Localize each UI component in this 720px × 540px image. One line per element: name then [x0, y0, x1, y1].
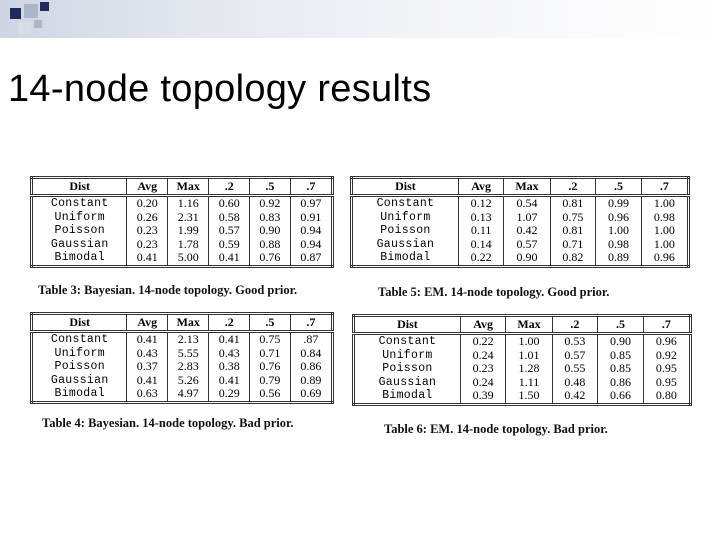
table-cell: Uniform: [54, 346, 105, 360]
column-header: Avg: [460, 316, 506, 334]
column-header: Avg: [127, 178, 168, 196]
table-cell: 0.85: [609, 361, 631, 376]
decor-square: [40, 2, 49, 11]
table-cell: Constant: [378, 335, 437, 348]
table-cell: 5.55: [177, 345, 199, 360]
table-cell: 0.22: [472, 334, 494, 348]
results-table-4: [30, 312, 334, 404]
table-cell: 0.76: [259, 250, 281, 265]
dist-column: [32, 196, 127, 267]
table-cell: 0.83: [259, 209, 281, 224]
table-header-row: [32, 314, 333, 332]
table-cell: 0.89: [300, 372, 322, 387]
table-cell: 0.29: [218, 386, 240, 401]
table-cell: 0.69: [300, 386, 322, 401]
max-column: [504, 196, 550, 267]
table-cell: 0.59: [218, 236, 240, 251]
table-header-row: [354, 316, 691, 334]
table-cell: 1.01: [518, 347, 540, 362]
table-body-row: [354, 334, 691, 405]
table-cell: 0.95: [655, 374, 677, 389]
table-cell: 0.38: [218, 359, 240, 374]
dist-column: [354, 334, 461, 405]
column-header: .2: [209, 314, 250, 332]
avg-column: [460, 334, 506, 405]
table-cell: 1.78: [177, 236, 199, 251]
results-table: [352, 314, 692, 406]
table-cell: 0.75: [259, 332, 281, 346]
p2-column: [209, 332, 250, 403]
results-table-6: [352, 314, 692, 406]
column-header: .7: [641, 178, 688, 196]
table-cell: 0.43: [136, 345, 158, 360]
table-cell: Gaussian: [50, 237, 109, 251]
table-cell: 0.97: [300, 196, 322, 210]
table-cell: 0.12: [470, 196, 492, 210]
table-cell: 0.79: [259, 372, 281, 387]
table-cell: 0.90: [259, 223, 281, 238]
table-cell: 1.00: [653, 196, 675, 210]
table-cell: 0.81: [562, 223, 584, 238]
results-table: [30, 312, 334, 404]
table-cell: 0.41: [136, 332, 158, 346]
table-cell: Gaussian: [50, 373, 109, 387]
table-cell: 0.42: [516, 223, 538, 238]
avg-column: [127, 332, 168, 403]
p5-column: [250, 196, 291, 267]
table-cell: Gaussian: [376, 237, 435, 251]
results-table: [350, 176, 690, 268]
table-cell: 0.71: [562, 236, 584, 251]
column-header: Dist: [354, 316, 461, 334]
table-cell: 0.94: [300, 236, 322, 251]
table-cell: 0.53: [564, 334, 586, 348]
table-cell: 0.98: [653, 209, 675, 224]
column-header: .7: [643, 316, 690, 334]
table-cell: 0.98: [607, 236, 629, 251]
table-cell: Constant: [50, 197, 109, 210]
table-cell: Poisson: [382, 362, 433, 376]
table-cell: 0.91: [300, 209, 322, 224]
table-cell: 0.20: [136, 196, 158, 210]
table-cell: Bimodal: [54, 387, 105, 401]
table-cell: Bimodal: [380, 251, 431, 265]
table-cell: 1.99: [177, 223, 199, 238]
table-cell: 0.66: [609, 388, 631, 403]
table-cell: .87: [303, 332, 319, 346]
column-header: Avg: [458, 178, 504, 196]
table-cell: 0.54: [516, 196, 538, 210]
column-header: .2: [209, 178, 250, 196]
table-cell: 0.43: [218, 345, 240, 360]
table-cell: 0.96: [653, 250, 675, 265]
column-header: .5: [596, 178, 642, 196]
table-caption: Table 6: EM. 14-node topology. Bad prior.: [384, 422, 608, 436]
table-cell: Bimodal: [382, 389, 433, 403]
table-caption: Table 3: Bayesian. 14-node topology. Good prior.: [38, 283, 298, 297]
p5-column: [250, 332, 291, 403]
column-header: Dist: [32, 314, 127, 332]
table-cell: 0.89: [607, 250, 629, 265]
table-cell: 0.86: [300, 359, 322, 374]
p7-column: [290, 332, 332, 403]
table-cell: 0.14: [470, 236, 492, 251]
max-column: [168, 196, 209, 267]
table-cell: 0.41: [136, 250, 158, 265]
table-cell: 0.86: [609, 374, 631, 389]
table-cell: 0.56: [259, 386, 281, 401]
table-cell: 1.07: [516, 209, 538, 224]
decor-square: [18, 22, 30, 34]
table-cell: 0.60: [218, 196, 240, 210]
table-cell: 1.00: [653, 223, 675, 238]
table-cell: 1.11: [518, 374, 540, 389]
table-header-row: [32, 178, 333, 196]
decor-square: [10, 8, 21, 19]
results-table-3: [30, 176, 334, 268]
decor-square: [34, 20, 42, 28]
max-column: [506, 334, 552, 405]
table-cell: 1.00: [607, 223, 629, 238]
table-cell: 0.90: [609, 334, 631, 348]
table-cell: 0.37: [136, 359, 158, 374]
column-header: Max: [506, 316, 552, 334]
table-cell: 4.97: [177, 386, 199, 401]
table-cell: Poisson: [54, 224, 105, 238]
table-cell: 0.76: [259, 359, 281, 374]
table-cell: Uniform: [54, 210, 105, 224]
table-cell: Uniform: [380, 210, 431, 224]
table-cell: 0.63: [136, 386, 158, 401]
results-table-5: [350, 176, 690, 268]
table-cell: 1.28: [518, 361, 540, 376]
column-header: Dist: [32, 178, 127, 196]
table-cell: 0.39: [472, 388, 494, 403]
table-cell: 0.99: [607, 196, 629, 210]
table-cell: 0.11: [470, 223, 492, 238]
max-column: [168, 332, 209, 403]
table-cell: 0.55: [564, 361, 586, 376]
table-cell: 0.84: [300, 345, 322, 360]
p2-column: [550, 196, 596, 267]
dist-column: [352, 196, 459, 267]
table-cell: 0.23: [136, 236, 158, 251]
table-cell: 0.58: [218, 209, 240, 224]
table-cell: 1.00: [518, 334, 540, 348]
table-cell: 0.71: [259, 345, 281, 360]
table-cell: 2.31: [177, 209, 199, 224]
table-cell: 0.23: [136, 223, 158, 238]
column-header: .2: [550, 178, 596, 196]
column-header: .2: [552, 316, 598, 334]
p2-column: [552, 334, 598, 405]
table-cell: 1.00: [653, 236, 675, 251]
table-cell: Constant: [376, 197, 435, 210]
table-cell: 5.00: [177, 250, 199, 265]
table-cell: 0.24: [472, 347, 494, 362]
column-header: Dist: [352, 178, 459, 196]
results-table: [30, 176, 334, 268]
p7-column: [290, 196, 332, 267]
table-cell: 0.95: [655, 361, 677, 376]
table-cell: 0.41: [136, 372, 158, 387]
table-cell: Constant: [50, 333, 109, 346]
table-cell: 0.48: [564, 374, 586, 389]
table-cell: 0.96: [607, 209, 629, 224]
header-stripe: [0, 0, 720, 38]
column-header: Max: [168, 178, 209, 196]
table-cell: 0.41: [218, 332, 240, 346]
table-caption: Table 4: Bayesian. 14-node topology. Bad prior.: [42, 416, 294, 430]
table-cell: 2.83: [177, 359, 199, 374]
table-cell: 0.92: [655, 347, 677, 362]
table-cell: 0.41: [218, 250, 240, 265]
table-cell: 1.50: [518, 388, 540, 403]
table-cell: 0.57: [564, 347, 586, 362]
table-cell: 0.85: [609, 347, 631, 362]
p2-column: [209, 196, 250, 267]
table-cell: 0.24: [472, 374, 494, 389]
table-cell: Uniform: [382, 348, 433, 362]
table-cell: 0.88: [259, 236, 281, 251]
table-cell: 0.41: [218, 372, 240, 387]
table-header-row: [352, 178, 689, 196]
table-cell: 1.16: [177, 196, 199, 210]
table-cell: 0.90: [516, 250, 538, 265]
table-cell: 0.82: [562, 250, 584, 265]
table-cell: 0.87: [300, 250, 322, 265]
table-cell: 2.13: [177, 332, 199, 346]
table-cell: 5.26: [177, 372, 199, 387]
column-header: Avg: [127, 314, 168, 332]
table-body-row: [32, 332, 333, 403]
table-cell: 0.22: [470, 250, 492, 265]
p7-column: [643, 334, 690, 405]
table-cell: 0.80: [655, 388, 677, 403]
table-cell: Poisson: [380, 224, 431, 238]
dist-column: [32, 332, 127, 403]
column-header: .5: [250, 178, 291, 196]
slide-title: 14-node topology results: [8, 68, 432, 110]
p7-column: [641, 196, 688, 267]
column-header: .5: [598, 316, 644, 334]
decor-square: [24, 4, 38, 18]
table-body-row: [352, 196, 689, 267]
table-cell: 0.96: [655, 334, 677, 348]
table-cell: 0.26: [136, 209, 158, 224]
table-cell: 0.81: [562, 196, 584, 210]
table-cell: 0.75: [562, 209, 584, 224]
table-cell: Poisson: [54, 360, 105, 374]
column-header: Max: [168, 314, 209, 332]
table-cell: Bimodal: [54, 251, 105, 265]
column-header: .7: [290, 314, 332, 332]
p5-column: [596, 196, 642, 267]
table-cell: Gaussian: [378, 375, 437, 389]
table-cell: 0.57: [516, 236, 538, 251]
column-header: .7: [290, 178, 332, 196]
table-caption: Table 5: EM. 14-node topology. Good prior.: [378, 285, 610, 299]
table-cell: 0.57: [218, 223, 240, 238]
table-cell: 0.94: [300, 223, 322, 238]
avg-column: [127, 196, 168, 267]
column-header: .5: [250, 314, 291, 332]
table-body-row: [32, 196, 333, 267]
avg-column: [458, 196, 504, 267]
table-cell: 0.42: [564, 388, 586, 403]
p5-column: [598, 334, 644, 405]
table-cell: 0.23: [472, 361, 494, 376]
table-cell: 0.92: [259, 196, 281, 210]
table-cell: 0.13: [470, 209, 492, 224]
column-header: Max: [504, 178, 550, 196]
